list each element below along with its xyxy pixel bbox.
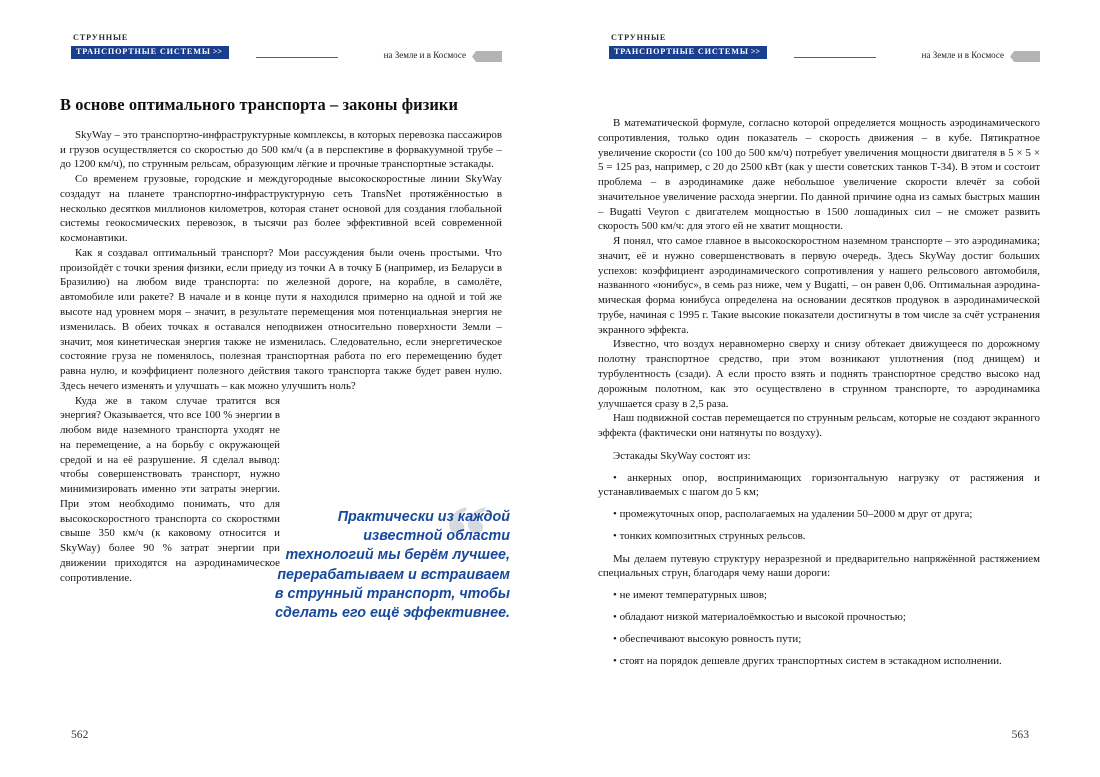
- brand-logo-right: [609, 34, 767, 59]
- list-item: [598, 632, 1040, 647]
- brand-bar-left: [71, 46, 229, 60]
- running-head-right: [598, 34, 1040, 80]
- arrow-left-icon: [1010, 51, 1040, 62]
- page-title: В основе оптимального транспорта – законы физики: [60, 95, 459, 114]
- page-right: [550, 0, 1100, 777]
- bullet-icon: •: [613, 589, 617, 602]
- list-item: [598, 610, 1040, 625]
- list-item-text: обладают низкой материалоёмкостью и высокой прочностью;: [619, 610, 906, 623]
- paragraph: Как я создавал оптимальный транспорт? Мои рассуждения были очень простыми. Что произойдёт с точки зрения физики, если приеду из точки А в точку Б (например, из Беларуси в Бразилию) на любом виде транспорта: по железной дороге, на корабле, в самолёте, автомобиле или ракете? В начале и в конце пути я находился примерно на одной и той же высоте над уровнем моря – значит, в результате перемещения моя потенциальная энергия не изменилась. В обеих точках я оставался неподвижен относительно поверхности Земли – значит, моя кинетическая энергия также не изменилась. Следовательно, если энергетическое состояние груза не поменялось, полезная транспортная работа по его перемещению будет равна нулю, и коэффициент полезного действия такого транспорта также будет равен нулю. Здесь нечего изменять и улучшать – как можно улучшить ноль?: [60, 246, 502, 392]
- list-item-text: не имеют температурных швов;: [619, 589, 768, 602]
- brand-line-2: ТРАНСПОРТНЫЕ СИСТЕМЫ: [76, 47, 211, 57]
- running-head-left: [60, 34, 502, 80]
- bullet-icon: •: [613, 529, 617, 542]
- bullet-icon: •: [613, 654, 617, 667]
- pull-quote-text: Практически из каждой известной области технологий мы берём лучшее, перерабатываем и встраиваем в струнный транспорт, чтобы сделать его ещё эффективнее.: [274, 509, 510, 622]
- paragraph: Известно, что воздух неравномерно сверху и снизу обтекает движущееся по дорожному полотну транспортное средство, при этом возникают уплотнения (под днищем) и турбулентность (сзади). А если просто взять и поднять транспортное средство высоко над дорожным полотном, как это осуществлено в струнном транспорте, то аэродинамика улучшается сразу в 2,5 раза.: [598, 338, 1040, 410]
- paragraph: В математической формуле, согласно которой определяется мощность аэродинамического сопротивления, только один показатель – скорость движения – в кубе. Пятикратное увеличение скорости (со 100 до 500 км/ч) потребует увеличения мощности двигателя в 5 × 5 × 5 = 125 раз, например, с 20 до 2500 кВт (как у шести советских танков Т-34). В этом и состоит проблема – в аэродинамике даже небольшое увеличение скорости влечёт за собой значительное увеличение расхода энергии. По данной причине одна из самых быстрых машин – Bugatti Veyron с двигателем мощностью в 1500 лошадиных сил – не сможет развить скорость 500 км/ч: для этого ей не хватит мощности.: [598, 117, 1040, 233]
- paragraph: Со временем грузовые, городские и междугородные высокоскоростные линии SkyWay создадут на планете транспортно-инфраструктурную сеть TransNet протяжённостью в несколько десятков миллионов километров, которая станет основой для создания глобальной системы геокосмических перевозок, в тысячи раз более эффективной всей современной космонавтики.: [60, 173, 502, 245]
- header-tagline-right: на Земле и в Космосе: [921, 50, 1004, 60]
- header-divider-rule-right: [794, 57, 876, 58]
- page-number-left: 562: [71, 728, 89, 741]
- header-divider-rule-left: [256, 57, 338, 58]
- list-item-text: стоят на порядок дешевле других транспортных систем в эстакадном исполнении.: [619, 654, 1002, 667]
- arrow-left-icon: [472, 51, 502, 62]
- pull-quote: [274, 487, 510, 698]
- list-item: [598, 588, 1040, 603]
- header-tagline-left: на Земле и в Космосе: [383, 50, 466, 60]
- paragraph: SkyWay – это транспортно-инфраструктурные комплексы, в которых перевозка пассажиров и грузов осуществляется со скоростью до 500 км/ч (а в перспективе в форвакуумной трубе – до 1200 км/ч), по струнным рельсам, образующим лёгкие и прочные транспортные эстакады.: [60, 128, 502, 171]
- brand-line-1: СТРУННЫЕ: [73, 33, 129, 42]
- brand-line-2: ТРАНСПОРТНЫЕ СИСТЕМЫ: [614, 47, 749, 57]
- bullet-icon: •: [613, 471, 617, 484]
- list-item: [598, 654, 1040, 669]
- list-item-text: тонких композитных струнных рельсов.: [619, 529, 806, 542]
- right-body-text: [598, 116, 1040, 668]
- paragraph: Наш подвижной состав перемещается по струнным рельсам, которые не создают экранного эффекта (фактически они натянуты по воздуху).: [598, 412, 1040, 440]
- quote-mark-icon: “: [445, 487, 482, 583]
- chevron-right-icon: >>: [750, 47, 761, 57]
- chevron-right-icon: >>: [212, 47, 223, 57]
- bullet-icon: •: [613, 508, 617, 521]
- brand-bar-right: [609, 46, 767, 60]
- list-item-text: обеспечивают высокую ровность пути;: [619, 632, 802, 645]
- bullet-icon: •: [613, 610, 617, 623]
- list-item: [598, 471, 1040, 501]
- brand-logo-left: [71, 34, 229, 59]
- brand-line-1: СТРУННЫЕ: [611, 33, 667, 42]
- page-number-right: 563: [1011, 728, 1029, 741]
- bullet-icon: •: [613, 632, 617, 645]
- list-lead-1: Эстакады SkyWay состоят из:: [613, 449, 751, 462]
- paragraph: Куда же в таком случае тратится вся энергия? Оказывается, что все 100 % энергии в любом виде наземного транспорта уходят не на перемещение, а на борьбу с окружающей средой и на её разрушение. Я сделал вывод: чтобы совершенствовать транспорт, нужно минимизировать именно эти затраты энергии. При этом необходимо понимать, что для высокоскоростного транспорта со скоростями свыше 350 км/ч (к каковому относится и SkyWay) более 90 % затрат энергии при движении приходятся на аэродинамическое сопротивление.: [60, 394, 280, 584]
- list-item-text: промежуточных опор, располагаемых на удалении 50–2000 м друг от друга;: [619, 508, 973, 521]
- list-item-text: анкерных опор, воспринимающих горизонтальную нагрузку от растяжения и устанавливаемых с шагом до 5 км;: [598, 471, 1040, 499]
- paragraph: Я понял, что самое главное в высокоскоростном наземном транспорте – это аэродинамика; значит, её и нужно совершенствовать в первую очередь. Здесь SkyWay достиг больших успехов: коэффициент аэродинамического сопротивления у нашего рельсового автомобиля, названного «юнибус», в семь раз ниже, чем у Bugatti, – он равен 0,06. Оптимальная аэродинамическая форма юнибуса определена на основании десятков продувок в аэродинамической трубе, начиная с 1995 г. Такие высокие показатели достигнуты в том числе за счёт устранения экранного эффекта.: [598, 235, 1040, 336]
- list-item: [598, 507, 1040, 522]
- list-lead-2: Мы делаем путевую структуру неразрезной и предварительно напряжённой растяжением специальных струн, благодаря чему наши дороги:: [598, 552, 1040, 580]
- list-item: [598, 529, 1040, 544]
